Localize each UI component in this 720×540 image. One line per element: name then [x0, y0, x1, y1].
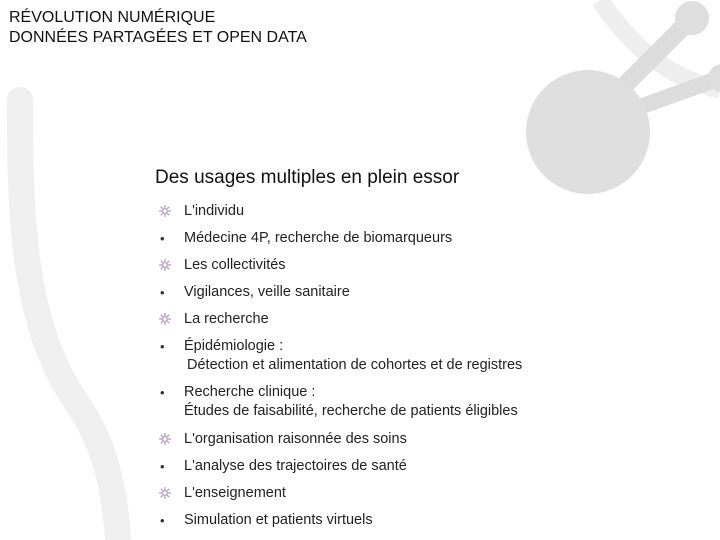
list-item-line: Vigilances, veille sanitaire — [184, 284, 350, 300]
list-item-subline: Détection et alimentation de cohortes et de registres — [187, 357, 523, 373]
list-item-line: Médecine 4P, recherche de biomarqueurs — [184, 230, 453, 246]
list-item-text — [184, 457, 407, 476]
bullet-dot — [158, 283, 178, 302]
header-line-2: DONNÉES PARTAGÉES ET OPEN DATA — [9, 29, 307, 46]
slide-header — [9, 8, 307, 48]
star-bullet-icon — [158, 430, 178, 449]
bullet-dot-glyph: • — [160, 513, 165, 528]
bullet-dot — [158, 229, 178, 248]
list-item-line: Les collectivités — [184, 257, 286, 273]
list-item-line: L'enseignement — [184, 485, 286, 501]
decor-circle-small — [675, 1, 709, 35]
list-item-text — [184, 202, 244, 221]
header-line-1: RÉVOLUTION NUMÉRIQUE — [9, 9, 216, 26]
bullet-dot — [158, 511, 178, 530]
decor-curve-left — [20, 100, 118, 540]
list-item-text — [184, 511, 373, 530]
bullet-dot-glyph: • — [160, 459, 165, 474]
list-item-text — [184, 256, 286, 275]
list-item-text — [184, 310, 269, 329]
list-item-subline: Études de faisabilité, recherche de patients éligibles — [184, 403, 518, 419]
list-item-line: L'analyse des trajectoires de santé — [184, 458, 407, 474]
bullet-dot — [158, 457, 178, 476]
list-item-text — [184, 383, 518, 421]
list-item-line: Recherche clinique : — [184, 384, 316, 400]
bullet-dot — [158, 383, 178, 402]
slide-subtitle: Des usages multiples en plein essor — [155, 167, 460, 188]
list-item-line: L'organisation raisonnée des soins — [184, 431, 407, 447]
list-item-text — [184, 283, 350, 302]
star-bullet-icon — [158, 310, 178, 329]
list-item-text — [184, 337, 522, 375]
star-bullet-icon — [158, 256, 178, 275]
star-bullet-icon — [158, 202, 178, 221]
decor-circle-large — [526, 70, 650, 194]
bullet-dot-glyph: • — [160, 231, 165, 246]
star-bullet-icon — [158, 484, 178, 503]
list-item-text — [184, 430, 407, 449]
list-item-text — [184, 229, 452, 248]
list-item-line: L'individu — [184, 203, 245, 219]
list-item-line: Épidémiologie : — [184, 338, 284, 354]
list-item-text — [184, 484, 286, 503]
bullet-dot — [158, 337, 178, 356]
bullet-dot-glyph: • — [160, 339, 165, 354]
list-item-line: Simulation et patients virtuels — [184, 512, 373, 528]
list-item-line: La recherche — [184, 311, 269, 327]
bullet-dot-glyph: • — [160, 285, 165, 300]
bullet-dot-glyph: • — [160, 385, 165, 400]
